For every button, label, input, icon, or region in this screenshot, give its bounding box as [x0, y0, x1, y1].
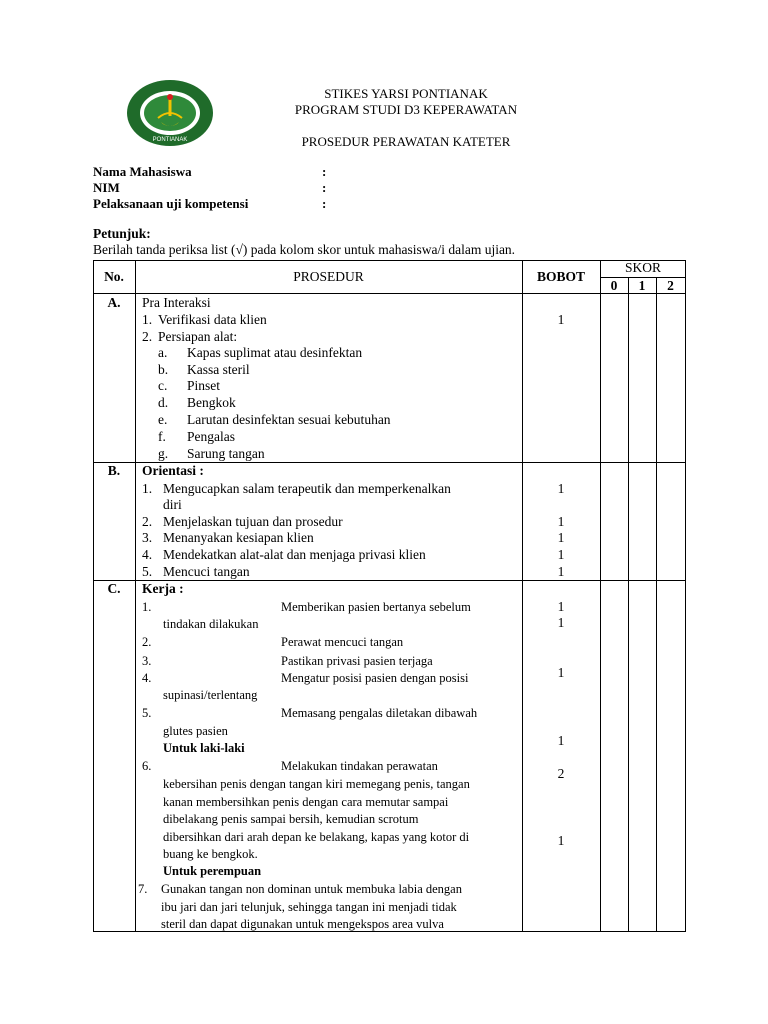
bobot-value: 1	[557, 599, 565, 614]
subitem-text: Bengkok	[187, 395, 236, 410]
subitem-letter: a.	[158, 345, 168, 360]
section-b-item: Menanyakan kesiapan klien	[163, 530, 314, 545]
section-b-item-num: 3.	[142, 530, 153, 545]
bobot-value: 1	[557, 530, 565, 545]
institution-name: STIKES YARSI PONTIANAK	[324, 86, 488, 101]
section-c-item-num: 3.	[142, 654, 152, 668]
section-a-no: A.	[107, 295, 121, 310]
section-c-title: Kerja :	[142, 581, 184, 596]
section-b-item-num: 2.	[142, 514, 153, 529]
section-b-no: B.	[107, 463, 121, 478]
section-b-title: Orientasi :	[142, 463, 204, 478]
item7-line: Gunakan tangan non dominan untuk membuka labia dengan	[161, 882, 462, 896]
section-c-item-num: 1.	[142, 600, 152, 614]
subitem-text: Pinset	[187, 378, 221, 393]
subitem-letter: c.	[158, 378, 168, 393]
section-a-item: Verifikasi data klien	[158, 312, 267, 327]
petunjuk-text: Berilah tanda periksa list (√) pada kolom skor untuk mahasiswa/i dalam ujian.	[93, 242, 516, 257]
bobot-value: 1	[557, 733, 565, 748]
section-c-item-num: 6.	[142, 759, 152, 773]
item7-line: ibu jari dan jari telunjuk, sehingga tangan ini menjadi tidak	[161, 900, 457, 914]
subitem-text: Kassa steril	[187, 362, 250, 377]
section-a-item: Persiapan alat:	[158, 329, 238, 344]
section-c-item-cont: tindakan dilakukan	[163, 617, 259, 631]
item6-line: dibersihkan dari arah depan ke belakang, kapas yang kotor di	[163, 830, 470, 844]
skor-col-2: 2	[667, 278, 674, 293]
section-b-item-num: 5.	[142, 564, 153, 579]
col-header-no: No.	[104, 269, 124, 284]
bobot-value: 1	[557, 547, 565, 562]
colon-pelaksanaan: :	[322, 196, 327, 211]
item6-line: kanan membersihkan penis dengan cara memutar sampai	[163, 795, 449, 809]
subitem-letter: d.	[158, 395, 169, 410]
section-c-no: C.	[107, 581, 121, 596]
subitem-letter: b.	[158, 362, 169, 377]
bobot-value: 1	[557, 564, 565, 579]
section-b-item: Menjelaskan tujuan dan prosedur	[163, 514, 343, 529]
subitem-text: Pengalas	[187, 429, 235, 444]
svg-text:PONTIANAK: PONTIANAK	[152, 137, 188, 143]
section-c-item: Perawat mencuci tangan	[281, 635, 404, 649]
section-b-item: Mendekatkan alat-alat dan menjaga privasi klien	[163, 547, 426, 562]
section-a-item-num: 1.	[142, 312, 153, 327]
skor-col-1: 1	[638, 278, 646, 293]
subitem-letter: f.	[158, 429, 166, 444]
bobot-value: 1	[557, 481, 565, 496]
section-c-item-num: 4.	[142, 671, 152, 685]
section-a-title: Pra Interaksi	[142, 295, 211, 310]
section-c-item: Memasang pengalas diletakan dibawah	[281, 706, 478, 720]
colon-nama: :	[322, 164, 327, 179]
bobot-value: 1	[557, 514, 565, 529]
program-name: PROGRAM STUDI D3 KEPERAWATAN	[294, 102, 518, 117]
item6-line: dibelakang penis sampai bersih, kemudian scrotum	[163, 812, 419, 826]
bobot-value: 1	[557, 833, 565, 848]
item6-line: buang ke bengkok.	[163, 847, 258, 861]
skor-col-0: 0	[610, 278, 618, 293]
section-c-item: Mengatur posisi pasien dengan posisi	[281, 671, 469, 685]
document-title: PROSEDUR PERAWATAN KATETER	[301, 134, 511, 149]
bobot-value: 2	[557, 766, 565, 781]
subitem-text: Sarung tangan	[187, 446, 265, 461]
section-c-item-num: 5.	[142, 706, 152, 720]
petunjuk-heading: Petunjuk:	[93, 226, 151, 241]
subitem-text: Kapas suplimat atau desinfektan	[187, 345, 363, 360]
section-b-item: Mencuci tangan	[163, 564, 250, 579]
section-c-item-cont: glutes pasien	[163, 724, 228, 738]
colon-nim: :	[322, 180, 327, 195]
section-b-item-num: 1.	[142, 481, 153, 496]
item7-line: steril dan dapat digunakan untuk mengekspos area vulva	[161, 917, 444, 931]
item6-line: kebersihan penis dengan tangan kiri memegang penis, tangan	[163, 777, 470, 791]
section-c-item-cont: supinasi/terlentang	[163, 688, 258, 702]
bobot-value: 1	[557, 615, 565, 630]
bobot-value: 1	[557, 312, 565, 327]
section-c-item-num: 2.	[142, 635, 152, 649]
label-nama-mahasiswa: Nama Mahasiswa	[93, 164, 192, 179]
section-c-item: Memberikan pasien bertanya sebelum	[281, 600, 471, 614]
subheading-perempuan: Untuk perempuan	[163, 864, 262, 878]
section-a-item-num: 2.	[142, 329, 153, 344]
section-c-item-num: 7.	[138, 882, 148, 896]
col-header-prosedur: PROSEDUR	[293, 269, 364, 284]
section-c-item: Pastikan privasi pasien terjaga	[281, 654, 433, 668]
subitem-text: Larutan desinfektan sesuai kebutuhan	[187, 412, 391, 427]
col-header-bobot: BOBOT	[536, 269, 585, 284]
subitem-letter: e.	[158, 412, 168, 427]
bobot-value: 1	[557, 665, 565, 680]
subheading-laki-laki: Untuk laki-laki	[163, 741, 245, 755]
section-b-item-num: 4.	[142, 547, 153, 562]
section-b-item-cont: diri	[163, 497, 182, 512]
subitem-letter: g.	[158, 446, 169, 461]
section-c-item: Melakukan tindakan perawatan	[281, 759, 438, 773]
label-nim: NIM	[93, 180, 120, 195]
section-b-item: Mengucapkan salam terapeutik dan memperkenalkan	[163, 481, 451, 496]
col-header-skor: SKOR	[624, 260, 661, 275]
label-pelaksanaan: Pelaksanaan uji kompetensi	[93, 196, 249, 211]
